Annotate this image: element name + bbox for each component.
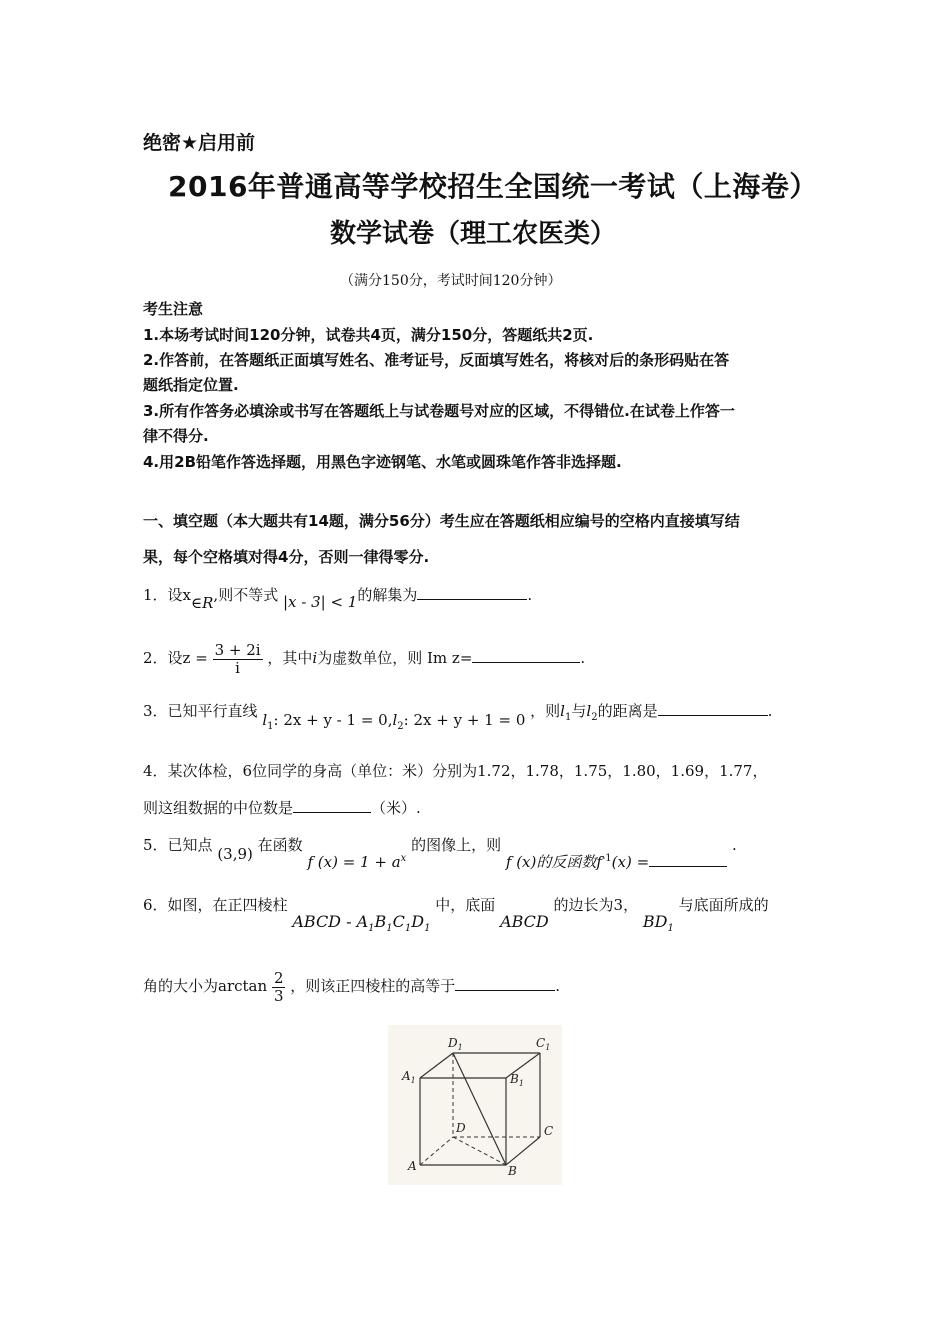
question-1 <box>143 584 533 612</box>
q2-equals: = <box>459 649 473 667</box>
q5-inv: f (x)的反函数f <box>505 853 602 871</box>
notice-line-4: 4.用2B铅笔作答选择题，用黑色字迹钢笔、水笔或圆珠笔作答非选择题. <box>143 453 622 471</box>
q2-mid: ，其中 <box>267 649 313 667</box>
q6-base: ABCD <box>500 912 549 931</box>
q6-answer-blank <box>455 976 555 991</box>
q3-answer-blank <box>658 701 768 716</box>
question-5 <box>143 834 737 871</box>
q1-end: . <box>527 586 533 604</box>
q4-prefix: 则这组数据的中位数是 <box>143 799 294 817</box>
question-4-line-1: 4．某次体检，6位同学的身高（单位：米）分别为1.72，1.78，1.75，1.80，1.69，1.77， <box>143 762 768 780</box>
label-a: A <box>408 1159 417 1173</box>
question-3 <box>143 700 773 732</box>
q2-prefix: 2．设z = <box>143 649 208 667</box>
notice-line-2b: 题纸指定位置. <box>143 376 239 394</box>
q2-end: . <box>580 649 586 667</box>
q3-l2-sub: 2 <box>397 721 404 732</box>
q6-sub-c: 1 <box>404 923 412 935</box>
prism-figure <box>388 1025 562 1185</box>
question-4-line-2 <box>143 797 421 818</box>
q2-denominator: i <box>235 658 240 677</box>
q3-a-sub: 1 <box>564 712 572 723</box>
q5-fx-sup: x <box>400 853 407 864</box>
q3-with: 与 <box>571 702 587 720</box>
notice-line-3a: 3.所有作答务必填涂或书写在答题纸上与试卷题号对应的区域，不得错位.在试卷上作答一 <box>143 402 735 420</box>
q3-b: l <box>586 702 592 720</box>
label-b: B <box>508 1164 517 1178</box>
label-b1: $B_1$ <box>510 1072 524 1088</box>
q6-sub-a: 1 <box>368 923 375 935</box>
q5-inv2: (x) = <box>611 853 650 871</box>
edge-a1d1 <box>420 1053 453 1078</box>
label-d1: $D_1$ <box>448 1036 463 1052</box>
q1-prefix: 1．设x <box>143 586 192 604</box>
diagonal-bd1 <box>453 1053 506 1165</box>
q3-l2: l <box>392 711 398 729</box>
question-2 <box>143 642 585 676</box>
q3-mid: ，则 <box>530 702 561 720</box>
q1-set-r: ∈R <box>191 594 214 612</box>
q5-answer-blank <box>649 852 727 867</box>
q1-mid: ,则不等式 <box>213 586 279 604</box>
q1-post: 的解集为 <box>357 586 418 604</box>
label-c: C <box>544 1124 554 1138</box>
q5-inverse <box>506 853 727 871</box>
section1-line-1: 一、填空题（本大题共有14题，满分56分）考生应在答题纸相应编号的空格内直接填写结 <box>143 512 740 530</box>
q3-end: . <box>767 702 773 720</box>
label-a1: $A_1$ <box>402 1069 416 1085</box>
q3-lines <box>262 711 526 732</box>
q6-prism-b: B <box>374 912 387 931</box>
q3-eq2: : 2x + y + 1 = 0 <box>403 711 526 729</box>
prism-diagram <box>388 1025 562 1185</box>
q3-l1: l <box>262 711 268 729</box>
exam-subtitle: 数学试卷（理工农医类） <box>330 219 617 249</box>
q5-function <box>307 853 406 871</box>
q6-line2-post: ，则该正四棱柱的高等于 <box>290 977 456 995</box>
question-6-line-1 <box>143 894 769 935</box>
q2-im-z: Im z <box>426 649 460 667</box>
q3-prefix: 3．已知平行直线 <box>143 702 258 720</box>
q2-numerator: 3 + 2i <box>214 641 261 659</box>
q6-prism-a: ABCD - A <box>292 912 369 931</box>
q6-numerator: 2 <box>273 969 284 987</box>
q5-inv-sup: -1 <box>601 853 612 864</box>
q5-fx: f (x) = 1 + a <box>307 853 401 871</box>
edge-db-hidden <box>453 1137 506 1165</box>
q3-eq1: : 2x + y - 1 = 0, <box>273 711 393 729</box>
q6-prism-c: C <box>392 912 405 931</box>
q5-end: . <box>731 836 737 854</box>
section1-line-2: 果，每个空格填对得4分，否则一律得零分. <box>143 548 430 566</box>
q5-prefix: 5．已知点 <box>143 836 213 854</box>
q5-mid: 在函数 <box>257 836 303 854</box>
notice-heading: 考生注意 <box>143 300 204 318</box>
q2-fraction <box>213 642 263 676</box>
q3-l1-sub: 1 <box>267 721 274 732</box>
q6-sub-d: 1 <box>424 923 431 935</box>
q3-post: 的距离是 <box>597 702 658 720</box>
score-time: （满分150分，考试时间120分钟） <box>340 273 562 289</box>
label-d: D <box>456 1121 466 1135</box>
q6-post: 与底面所成的 <box>678 896 769 914</box>
notice-line-3b: 律不得分. <box>143 427 209 445</box>
q2-answer-blank <box>472 648 580 663</box>
q6-denominator: 3 <box>273 986 284 1005</box>
q6-bd1 <box>642 912 674 935</box>
q1-inequality: |x - 3| < 1 <box>282 593 358 611</box>
q6-mid: 中，底面 <box>435 896 496 914</box>
q5-point: (3,9) <box>217 845 253 863</box>
label-c1: $C_1$ <box>536 1036 551 1052</box>
q3-a: l <box>560 702 565 720</box>
q6-prefix: 6．如图，在正四棱柱 <box>143 896 288 914</box>
q6-prism-d: D <box>411 912 425 931</box>
q4-answer-blank <box>293 798 371 813</box>
q2-im <box>427 649 460 667</box>
q5-mid2: 的图像上，则 <box>411 836 502 854</box>
q1-answer-blank <box>417 585 527 600</box>
notice-line-1: 1.本场考试时间120分钟，试卷共4页，满分150分，答题纸共2页. <box>143 326 594 344</box>
secret-label: 绝密★启用前 <box>143 132 256 154</box>
q6-sub-b: 1 <box>386 923 393 935</box>
q6-end: . <box>555 977 561 995</box>
q2-imag-unit: i <box>312 649 318 667</box>
q6-line2-prefix: 角的大小为arctan <box>143 977 268 995</box>
q6-fraction <box>272 970 286 1004</box>
q6-prism <box>292 912 431 935</box>
q6-mid2: 的边长为3， <box>553 896 639 914</box>
q6-bd: BD <box>642 912 668 931</box>
q6-bd-sub: 1 <box>667 923 674 935</box>
notice-line-2a: 2.作答前，在答题纸正面填写姓名、准考证号，反面填写姓名，将核对后的条形码贴在答 <box>143 351 730 369</box>
q2-mid2: 为虚数单位，则 <box>317 649 423 667</box>
q3-b-sub: 2 <box>591 712 598 723</box>
edge-ad-hidden <box>420 1137 453 1165</box>
question-6-line-2 <box>143 970 560 1004</box>
edge-bc <box>506 1137 540 1165</box>
exam-title: 2016年普通高等学校招生全国统一考试（上海卷） <box>168 170 818 203</box>
q4-post: （米）. <box>371 799 421 817</box>
